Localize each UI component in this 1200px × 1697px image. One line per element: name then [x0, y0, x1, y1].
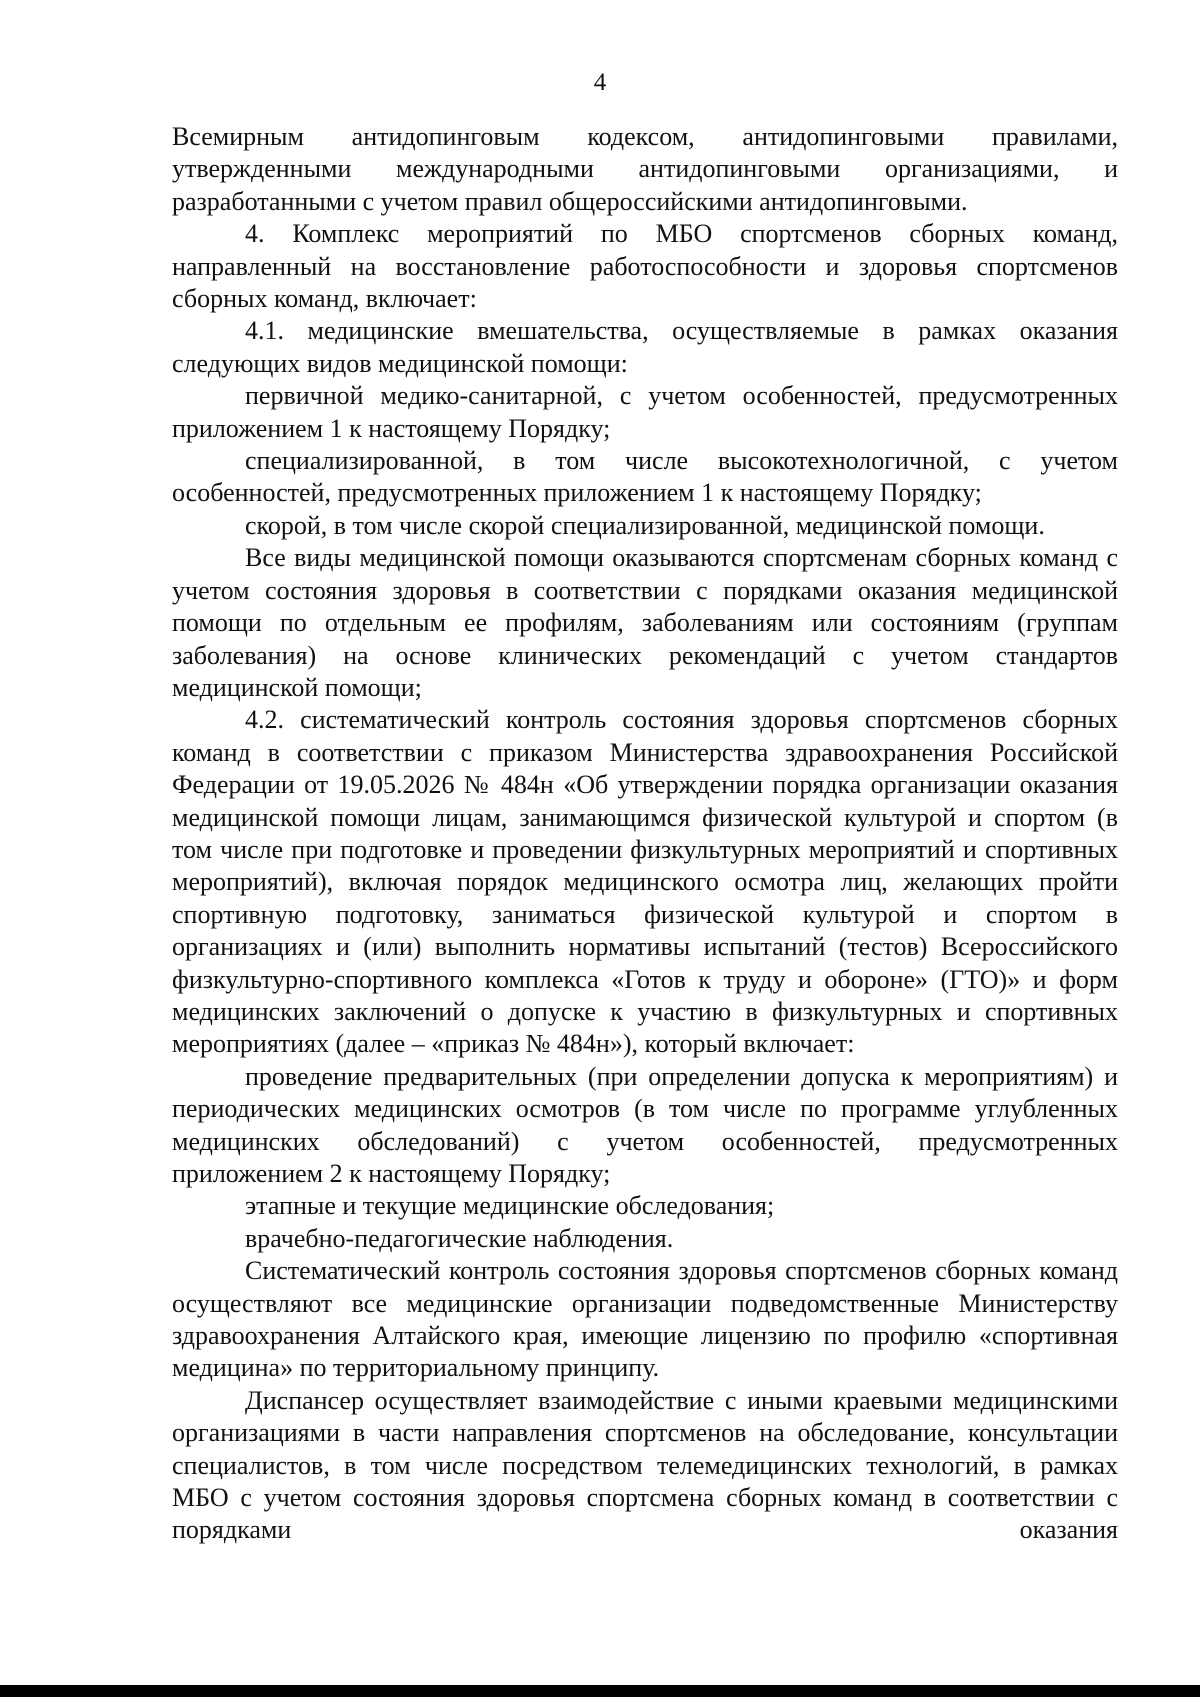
- paragraph-item-4-1: 4.1. медицинские вмешательства, осуществляемые в рамках оказания следующих видов медицинской помощи:: [172, 316, 1118, 378]
- paragraph-antidoping-codex: Всемирным антидопинговым кодексом, антидопинговыми правилами, утвержденными международными антидопинговыми организациями, и разработанными с учетом правил общероссийскими антидопинговыми.: [172, 122, 1118, 216]
- paragraph-medical-examinations: проведение предварительных (при определении допуска к мероприятиям) и периодических медицинских осмотров (в том числе по программе углубленных медицинских обследований) с учетом особенностей, предусмотренных приложением 2 к настоящему Порядку;: [172, 1061, 1118, 1188]
- paragraph-item-4: 4. Комплекс мероприятий по МБО спортсменов сборных команд, направленный на восстановление работоспособности и здоровья спортсменов сборных команд, включает:: [172, 219, 1118, 314]
- paragraph-pedagogical-observations: врачебно-педагогические наблюдения.: [245, 1223, 674, 1253]
- document-body: [172, 121, 1118, 1547]
- paragraph-primary-care: первичной медико-санитарной, с учетом особенностей, предусмотренных приложением 1 к настоящему Порядку;: [172, 381, 1118, 443]
- page-bottom-border: [0, 1685, 1200, 1697]
- paragraph-stage-examinations: этапные и текущие медицинские обследования;: [245, 1191, 775, 1221]
- paragraph-item-4-2: 4.2. систематический контроль состояния здоровья спортсменов сборных команд в соответствии с приказом Министерства здравоохранения Российской Федерации от 19.05.2026 № 484н «Об утверждении порядка организации оказания медицинской помощи лицам, занимающимся физической культурой и спортом (в том числе при подготовке и проведении физкультурных мероприятий и спортивных мероприятий), включая порядок медицинского осмотра лиц, желающих пройти спортивную подготовку, заниматься физической культурой и спортом в организациях и (или) выполнить нормативы испытаний (тестов) Всероссийского физкультурно-спортивного комплекса «Готов к труду и обороне» (ГТО)» и форм медицинских заключений о допуске к участию в физкультурных и спортивных мероприятиях (далее – «приказ № 484н»), который включает:: [172, 705, 1118, 1059]
- paragraph-systematic-control: Систематический контроль состояния здоровья спортсменов сборных команд осуществляют все медицинские организации подведомственные Министерству здравоохранения Алтайского края, имеющие лицензию по профилю «спортивная медицина» по территориальному принципу.: [172, 1256, 1118, 1383]
- paragraph-specialized-care: специализированной, в том числе высокотехнологичной, с учетом особенностей, предусмотренных приложением 1 к настоящему Порядку;: [172, 446, 1118, 508]
- page-number: 4: [593, 69, 607, 96]
- paragraph-dispensary-interaction: Диспансер осуществляет взаимодействие с иными краевыми медицинскими организациями в части направления спортсменов на обследование, консультации специалистов, в том числе посредством телемедицинских технологий, в рамках МБО с учетом состояния здоровья спортсмена сборных команд в соответствии с порядками оказания: [172, 1385, 1118, 1545]
- paragraph-all-care-types: Все виды медицинской помощи оказываются спортсменам сборных команд с учетом состояния здоровья в соответствии с порядками оказания медицинской помощи по отдельным ее профилям, заболеваниям или состояниям (группам заболевания) на основе клинических рекомендаций с учетом стандартов медицинской помощи;: [172, 543, 1118, 702]
- paragraph-emergency-care: скорой, в том числе скорой специализированной, медицинской помощи.: [245, 510, 1045, 540]
